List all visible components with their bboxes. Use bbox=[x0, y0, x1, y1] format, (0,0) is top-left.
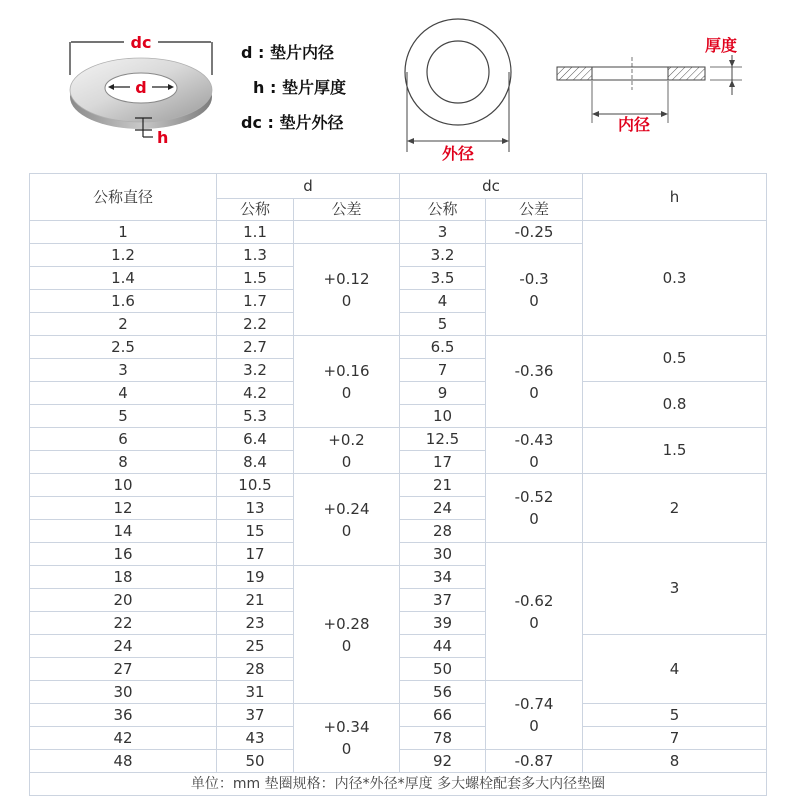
header-d-tolerance: 公差 bbox=[294, 199, 400, 221]
spec-table bbox=[29, 173, 767, 796]
cell-d-nominal: 1.7 bbox=[217, 290, 294, 313]
cell-dc-nominal: 34 bbox=[400, 566, 486, 589]
cell-dc-nominal: 21 bbox=[400, 474, 486, 497]
legend-dc-key: dc bbox=[241, 113, 262, 132]
cell-d-tolerance bbox=[294, 221, 400, 244]
cell-nominal-diameter: 20 bbox=[30, 589, 217, 612]
cell-nominal-diameter: 1.6 bbox=[30, 290, 217, 313]
washer-cross-section bbox=[550, 25, 795, 140]
cell-d-tolerance: +0.34 0 bbox=[294, 704, 400, 773]
cell-d-nominal: 50 bbox=[217, 750, 294, 773]
cell-dc-nominal: 6.5 bbox=[400, 336, 486, 359]
header-row-1 bbox=[30, 174, 767, 199]
outer-diameter-label: 外径 bbox=[441, 144, 475, 163]
table-row bbox=[30, 336, 767, 359]
legend-dc-sep: : bbox=[267, 113, 274, 132]
washer-top-view bbox=[395, 10, 525, 170]
washer-3d-illustration bbox=[40, 20, 230, 155]
legend-d-sep: : bbox=[258, 43, 265, 62]
header-d-nominal: 公称 bbox=[217, 199, 294, 221]
cell-nominal-diameter: 27 bbox=[30, 658, 217, 681]
cell-d-tolerance: +0.16 0 bbox=[294, 336, 400, 428]
cell-nominal-diameter: 24 bbox=[30, 635, 217, 658]
cell-nominal-diameter: 6 bbox=[30, 428, 217, 451]
cell-h: 2 bbox=[583, 474, 767, 543]
cell-d-nominal: 2.7 bbox=[217, 336, 294, 359]
thickness-label: 厚度 bbox=[705, 36, 738, 55]
cell-dc-nominal: 17 bbox=[400, 451, 486, 474]
cell-nominal-diameter: 18 bbox=[30, 566, 217, 589]
legend-h-key: h bbox=[253, 78, 265, 97]
cell-dc-nominal: 5 bbox=[400, 313, 486, 336]
footer-row bbox=[30, 773, 767, 796]
cell-h: 7 bbox=[583, 727, 767, 750]
cell-dc-nominal: 78 bbox=[400, 727, 486, 750]
header-d: d bbox=[217, 174, 400, 199]
legend-h bbox=[253, 75, 346, 98]
cell-d-nominal: 13 bbox=[217, 497, 294, 520]
cell-dc-nominal: 28 bbox=[400, 520, 486, 543]
h-dimension-label: h bbox=[157, 128, 169, 147]
cell-d-nominal: 17 bbox=[217, 543, 294, 566]
cell-h: 4 bbox=[583, 635, 767, 704]
cell-dc-nominal: 50 bbox=[400, 658, 486, 681]
legend-h-text: 垫片厚度 bbox=[281, 78, 346, 97]
cell-h: 0.5 bbox=[583, 336, 767, 382]
table-row bbox=[30, 704, 767, 727]
header-dc-tolerance: 公差 bbox=[486, 199, 583, 221]
cell-nominal-diameter: 2.5 bbox=[30, 336, 217, 359]
cell-dc-nominal: 92 bbox=[400, 750, 486, 773]
cell-nominal-diameter: 10 bbox=[30, 474, 217, 497]
cell-h: 1.5 bbox=[583, 428, 767, 474]
cell-nominal-diameter: 14 bbox=[30, 520, 217, 543]
cell-d-nominal: 1.1 bbox=[217, 221, 294, 244]
d-dimension-label: d bbox=[135, 78, 147, 97]
cell-dc-nominal: 66 bbox=[400, 704, 486, 727]
cell-dc-nominal: 3 bbox=[400, 221, 486, 244]
cell-dc-tolerance: -0.87 bbox=[486, 750, 583, 773]
cell-dc-nominal: 24 bbox=[400, 497, 486, 520]
cell-d-nominal: 5.3 bbox=[217, 405, 294, 428]
cell-d-nominal: 19 bbox=[217, 566, 294, 589]
cell-dc-nominal: 44 bbox=[400, 635, 486, 658]
legend-d-text: 垫片内径 bbox=[270, 43, 335, 62]
cell-dc-nominal: 4 bbox=[400, 290, 486, 313]
cell-nominal-diameter: 42 bbox=[30, 727, 217, 750]
legend-dc-text: 垫片外径 bbox=[279, 113, 344, 132]
legend-d-key: d bbox=[241, 43, 253, 62]
cell-dc-nominal: 12.5 bbox=[400, 428, 486, 451]
cell-d-nominal: 31 bbox=[217, 681, 294, 704]
legend-d bbox=[241, 40, 334, 63]
cell-nominal-diameter: 3 bbox=[30, 359, 217, 382]
cell-d-nominal: 2.2 bbox=[217, 313, 294, 336]
cell-dc-nominal: 3.5 bbox=[400, 267, 486, 290]
cell-nominal-diameter: 8 bbox=[30, 451, 217, 474]
cell-dc-tolerance: -0.25 bbox=[486, 221, 583, 244]
cell-d-nominal: 28 bbox=[217, 658, 294, 681]
cell-dc-tolerance: -0.43 0 bbox=[486, 428, 583, 474]
table-row bbox=[30, 474, 767, 497]
dc-dimension-label: dc bbox=[130, 33, 152, 52]
cell-nominal-diameter: 2 bbox=[30, 313, 217, 336]
legend-dc bbox=[241, 110, 344, 133]
cell-dc-nominal: 30 bbox=[400, 543, 486, 566]
footer-note: 单位：mm 垫圈规格：内径*外径*厚度 多大螺栓配套多大内径垫圈 bbox=[30, 773, 767, 796]
cell-h: 3 bbox=[583, 543, 767, 635]
header-dc: dc bbox=[400, 174, 583, 199]
cell-dc-nominal: 56 bbox=[400, 681, 486, 704]
spec-table-body bbox=[30, 174, 767, 796]
cell-nominal-diameter: 36 bbox=[30, 704, 217, 727]
cell-dc-nominal: 37 bbox=[400, 589, 486, 612]
cell-nominal-diameter: 5 bbox=[30, 405, 217, 428]
cell-dc-tolerance: -0.62 0 bbox=[486, 543, 583, 681]
cell-dc-tolerance: -0.52 0 bbox=[486, 474, 583, 543]
cell-nominal-diameter: 1.4 bbox=[30, 267, 217, 290]
cell-dc-nominal: 3.2 bbox=[400, 244, 486, 267]
cell-dc-nominal: 7 bbox=[400, 359, 486, 382]
cell-d-tolerance: +0.28 0 bbox=[294, 566, 400, 704]
cell-nominal-diameter: 22 bbox=[30, 612, 217, 635]
table-row bbox=[30, 428, 767, 451]
cell-nominal-diameter: 16 bbox=[30, 543, 217, 566]
cell-d-nominal: 1.5 bbox=[217, 267, 294, 290]
legend-h-sep: : bbox=[269, 78, 277, 97]
cell-dc-tolerance: -0.36 0 bbox=[486, 336, 583, 428]
cell-d-nominal: 23 bbox=[217, 612, 294, 635]
cell-d-nominal: 21 bbox=[217, 589, 294, 612]
cell-d-tolerance: +0.24 0 bbox=[294, 474, 400, 566]
cell-h: 5 bbox=[583, 704, 767, 727]
cell-nominal-diameter: 1.2 bbox=[30, 244, 217, 267]
cell-d-nominal: 37 bbox=[217, 704, 294, 727]
cell-nominal-diameter: 30 bbox=[30, 681, 217, 704]
cell-d-tolerance: +0.2 0 bbox=[294, 428, 400, 474]
header-h: h bbox=[583, 174, 767, 221]
cell-d-nominal: 3.2 bbox=[217, 359, 294, 382]
table-row bbox=[30, 221, 767, 244]
cell-nominal-diameter: 48 bbox=[30, 750, 217, 773]
cell-dc-tolerance: -0.3 0 bbox=[486, 244, 583, 336]
cell-dc-nominal: 39 bbox=[400, 612, 486, 635]
cell-d-nominal: 6.4 bbox=[217, 428, 294, 451]
cell-nominal-diameter: 12 bbox=[30, 497, 217, 520]
cell-d-nominal: 15 bbox=[217, 520, 294, 543]
cell-nominal-diameter: 4 bbox=[30, 382, 217, 405]
cell-dc-nominal: 10 bbox=[400, 405, 486, 428]
cell-nominal-diameter: 1 bbox=[30, 221, 217, 244]
inner-diameter-label: 内径 bbox=[617, 115, 651, 134]
cell-dc-tolerance: -0.74 0 bbox=[486, 681, 583, 750]
cell-h: 0.8 bbox=[583, 382, 767, 428]
cell-dc-nominal: 9 bbox=[400, 382, 486, 405]
cell-d-tolerance: +0.12 0 bbox=[294, 244, 400, 336]
cell-d-nominal: 1.3 bbox=[217, 244, 294, 267]
header-dc-nominal: 公称 bbox=[400, 199, 486, 221]
cell-d-nominal: 4.2 bbox=[217, 382, 294, 405]
cell-d-nominal: 8.4 bbox=[217, 451, 294, 474]
cell-d-nominal: 25 bbox=[217, 635, 294, 658]
cell-d-nominal: 10.5 bbox=[217, 474, 294, 497]
cell-h: 8 bbox=[583, 750, 767, 773]
header-nominal-diameter: 公称直径 bbox=[30, 174, 217, 221]
cell-h: 0.3 bbox=[583, 221, 767, 336]
cell-d-nominal: 43 bbox=[217, 727, 294, 750]
